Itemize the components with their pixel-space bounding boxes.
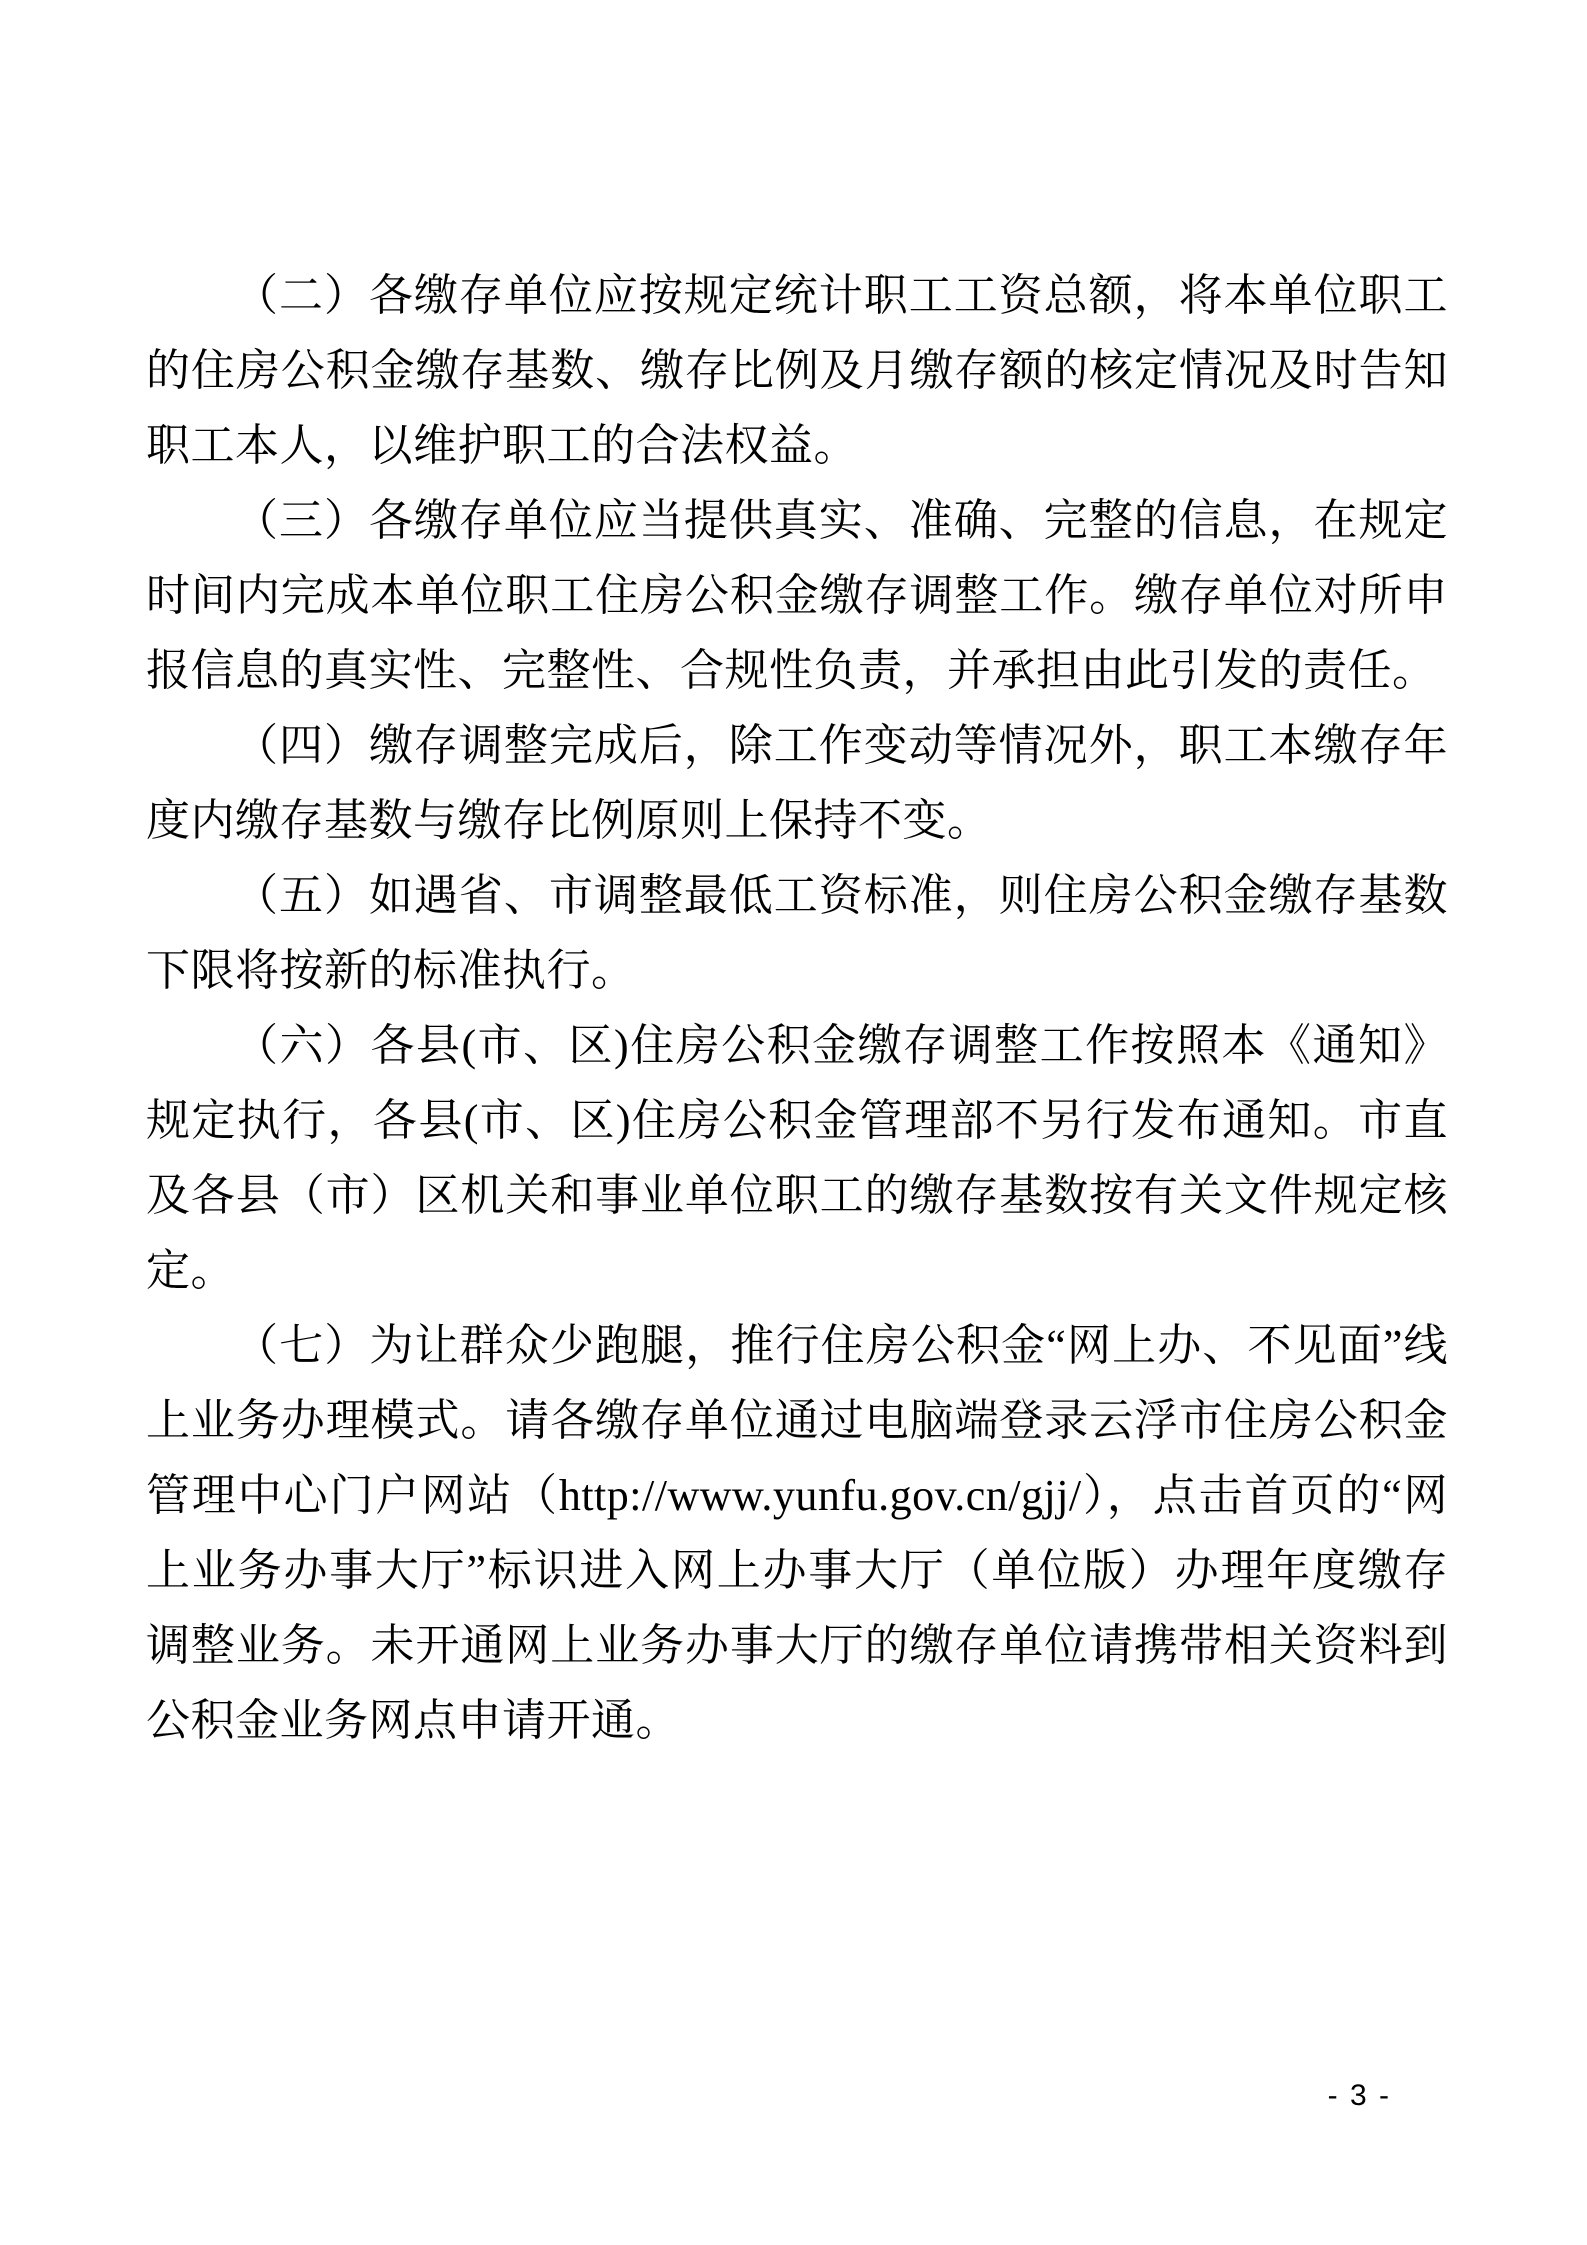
paragraph-item-6: （六）各县(市、区)住房公积金缴存调整工作按照本《通知》规定执行，各县(市、区)住房公积金管理部不另行发布通知。市直及各县（市）区机关和事业单位职工的缴存基数按有关文件规定核定。 [146, 1021, 1448, 1295]
paragraph-item-2: （二）各缴存单位应按规定统计职工工资总额，将本单位职工的住房公积金缴存基数、缴存比例及月缴存额的核定情况及时告知职工本人，以维护职工的合法权益。 [146, 271, 1448, 470]
document-body [146, 258, 1448, 1758]
paragraph-item-7: （七）为让群众少跑腿，推行住房公积金“网上办、不见面”线上业务办理模式。请各缴存单位通过电脑端登录云浮市住房公积金管理中心门户网站（http://www.yunfu.gov.cn/gjj/），点击首页的“网上业务办事大厅”标识进入网上办事大厅（单位版）办理年度缴存调整业务。未开通网上业务办事大厅的缴存单位请携带相关资料到公积金业务网点申请开通。 [146, 1321, 1448, 1745]
page-number: - 3 - [1327, 2079, 1391, 2112]
paragraph-item-5: （五）如遇省、市调整最低工资标准，则住房公积金缴存基数下限将按新的标准执行。 [146, 871, 1448, 995]
paragraph-item-3: （三）各缴存单位应当提供真实、准确、完整的信息，在规定时间内完成本单位职工住房公积金缴存调整工作。缴存单位对所申报信息的真实性、完整性、合规性负责，并承担由此引发的责任。 [146, 496, 1448, 695]
paragraph-item-4: （四）缴存调整完成后，除工作变动等情况外，职工本缴存年度内缴存基数与缴存比例原则上保持不变。 [146, 721, 1448, 845]
